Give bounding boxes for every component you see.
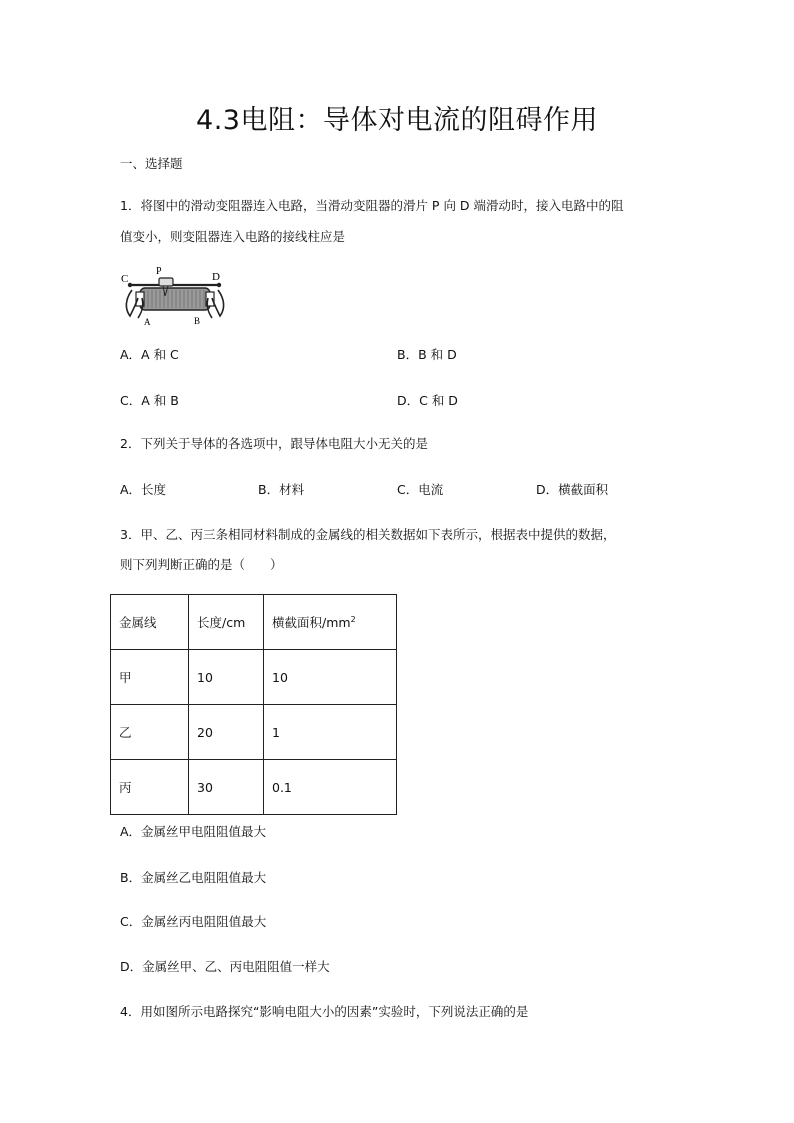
table-row	[111, 650, 397, 705]
question-1-option-a: A．A 和 C	[120, 347, 179, 362]
table-header-cell	[264, 595, 397, 650]
superscript: 2	[350, 614, 356, 624]
question-3-option-a: A．金属丝甲电阻阻值最大	[120, 824, 267, 839]
question-3-option-c: C．金属丝丙电阻阻值最大	[120, 914, 267, 929]
rheostat-label-b: B	[194, 316, 201, 326]
table-cell: 20	[189, 705, 264, 760]
table-cell: 乙	[111, 705, 189, 760]
wire-data-table	[110, 594, 397, 815]
question-1-option-b: B．B 和 D	[397, 347, 457, 362]
question-2-option-c: C．电流	[397, 482, 444, 497]
question-4-stem: 4．用如图所示电路探究“影响电阻大小的因素”实验时，下列说法正确的是	[120, 1004, 529, 1019]
question-1-option-c: C．A 和 B	[120, 393, 179, 408]
rheostat-label-a: A	[144, 317, 151, 327]
question-2-option-d: D．横截面积	[536, 482, 609, 497]
table-header-cell: 金属线	[111, 595, 189, 650]
table-header-cell: 长度/cm	[189, 595, 264, 650]
question-3-stem-line2: 则下列判断正确的是（ ）	[120, 557, 283, 572]
rheostat-slider-p	[159, 278, 173, 286]
question-3-option-b: B．金属丝乙电阻阻值最大	[120, 870, 267, 885]
table-cell: 0.1	[264, 760, 397, 815]
question-3-stem-line1: 3．甲、乙、丙三条相同材料制成的金属线的相关数据如下表所示，根据表中提供的数据，	[120, 527, 616, 542]
sliding-rheostat-figure	[118, 264, 228, 328]
rheostat-label-p: P	[156, 266, 162, 277]
table-row	[111, 760, 397, 815]
question-3-option-d: D．金属丝甲、乙、丙电阻阻值一样大	[120, 959, 330, 974]
table-cell: 10	[189, 650, 264, 705]
table-cell: 10	[264, 650, 397, 705]
rheostat-coil	[140, 288, 210, 310]
question-2-stem: 2．下列关于导体的各选项中，跟导体电阻大小无关的是	[120, 436, 428, 451]
section-heading: 一、选择题	[120, 156, 183, 171]
question-2-option-b: B．材料	[258, 482, 305, 497]
question-1-stem-line1: 1．将图中的滑动变阻器连入电路，当滑动变阻器的滑片 P 向 D 端滑动时，接入电路中的阻	[120, 198, 624, 213]
table-cell: 30	[189, 760, 264, 815]
rheostat-label-c: C	[121, 273, 129, 285]
table-header-text: 横截面积/mm	[272, 615, 351, 630]
table-row	[111, 705, 397, 760]
question-2-option-a: A．长度	[120, 482, 167, 497]
question-1-stem-line2: 值变小，则变阻器连入电路的接线柱应是	[120, 229, 346, 244]
table-cell: 丙	[111, 760, 189, 815]
rheostat-label-d: D	[212, 271, 220, 283]
table-header-row	[111, 595, 397, 650]
question-1-option-d: D．C 和 D	[397, 393, 458, 408]
table-cell: 1	[264, 705, 397, 760]
page-title: 4.3电阻：导体对电流的阻碍作用	[196, 105, 598, 136]
table-cell: 甲	[111, 650, 189, 705]
